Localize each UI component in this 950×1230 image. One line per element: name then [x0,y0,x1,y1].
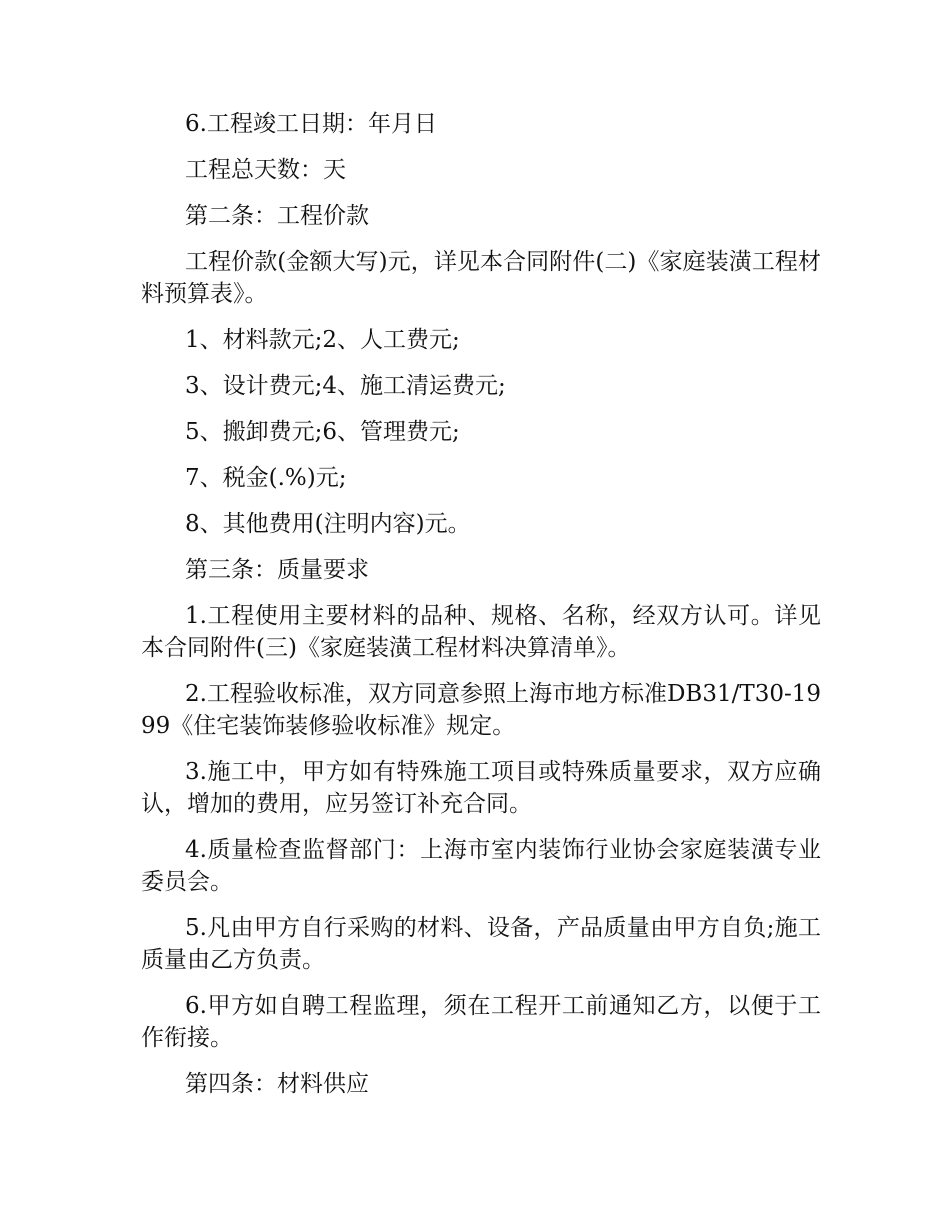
quality-clause-2: 2.工程验收标准，双方同意参照上海市地方标准DB31/T30-1999《住宅装饰装修验收标准》规定。 [141,681,821,739]
price-paragraph: 工程价款(金额大写)元，详见本合同附件(二)《家庭装潢工程材料预算表》。 [141,249,821,307]
price-item-5-6: 5、搬卸费元;6、管理费元; [185,419,460,445]
price-item-7: 7、税金(.%)元; [185,465,347,491]
quality-clause-4: 4.质量检查监督部门：上海市室内装饰行业协会家庭装潢专业委员会。 [141,837,821,895]
article-4-heading: 第四条：材料供应 [185,1071,369,1097]
quality-clause-3: 3.施工中，甲方如有特殊施工项目或特殊质量要求，双方应确认，增加的费用，应另签订补充合同。 [141,759,821,817]
quality-clause-5: 5.凡由甲方自行采购的材料、设备，产品质量由甲方自负;施工质量由乙方负责。 [141,915,821,973]
article-3-heading: 第三条：质量要求 [185,557,369,583]
quality-clause-6: 6.甲方如自聘工程监理，须在工程开工前通知乙方，以便于工作衔接。 [141,993,821,1051]
price-item-3-4: 3、设计费元;4、施工清运费元; [185,373,506,399]
completion-date-paragraph: 6.工程竣工日期：年月日 [185,111,437,137]
price-item-8: 8、其他费用(注明内容)元。 [185,511,471,537]
quality-clause-1: 1.工程使用主要材料的品种、规格、名称，经双方认可。详见本合同附件(三)《家庭装潢工程材料决算清单》。 [141,603,821,661]
article-2-heading: 第二条：工程价款 [185,203,369,229]
total-days-paragraph: 工程总天数：天 [185,157,346,183]
document-page [141,108,821,1114]
price-item-1-2: 1、材料款元;2、人工费元; [185,327,460,353]
